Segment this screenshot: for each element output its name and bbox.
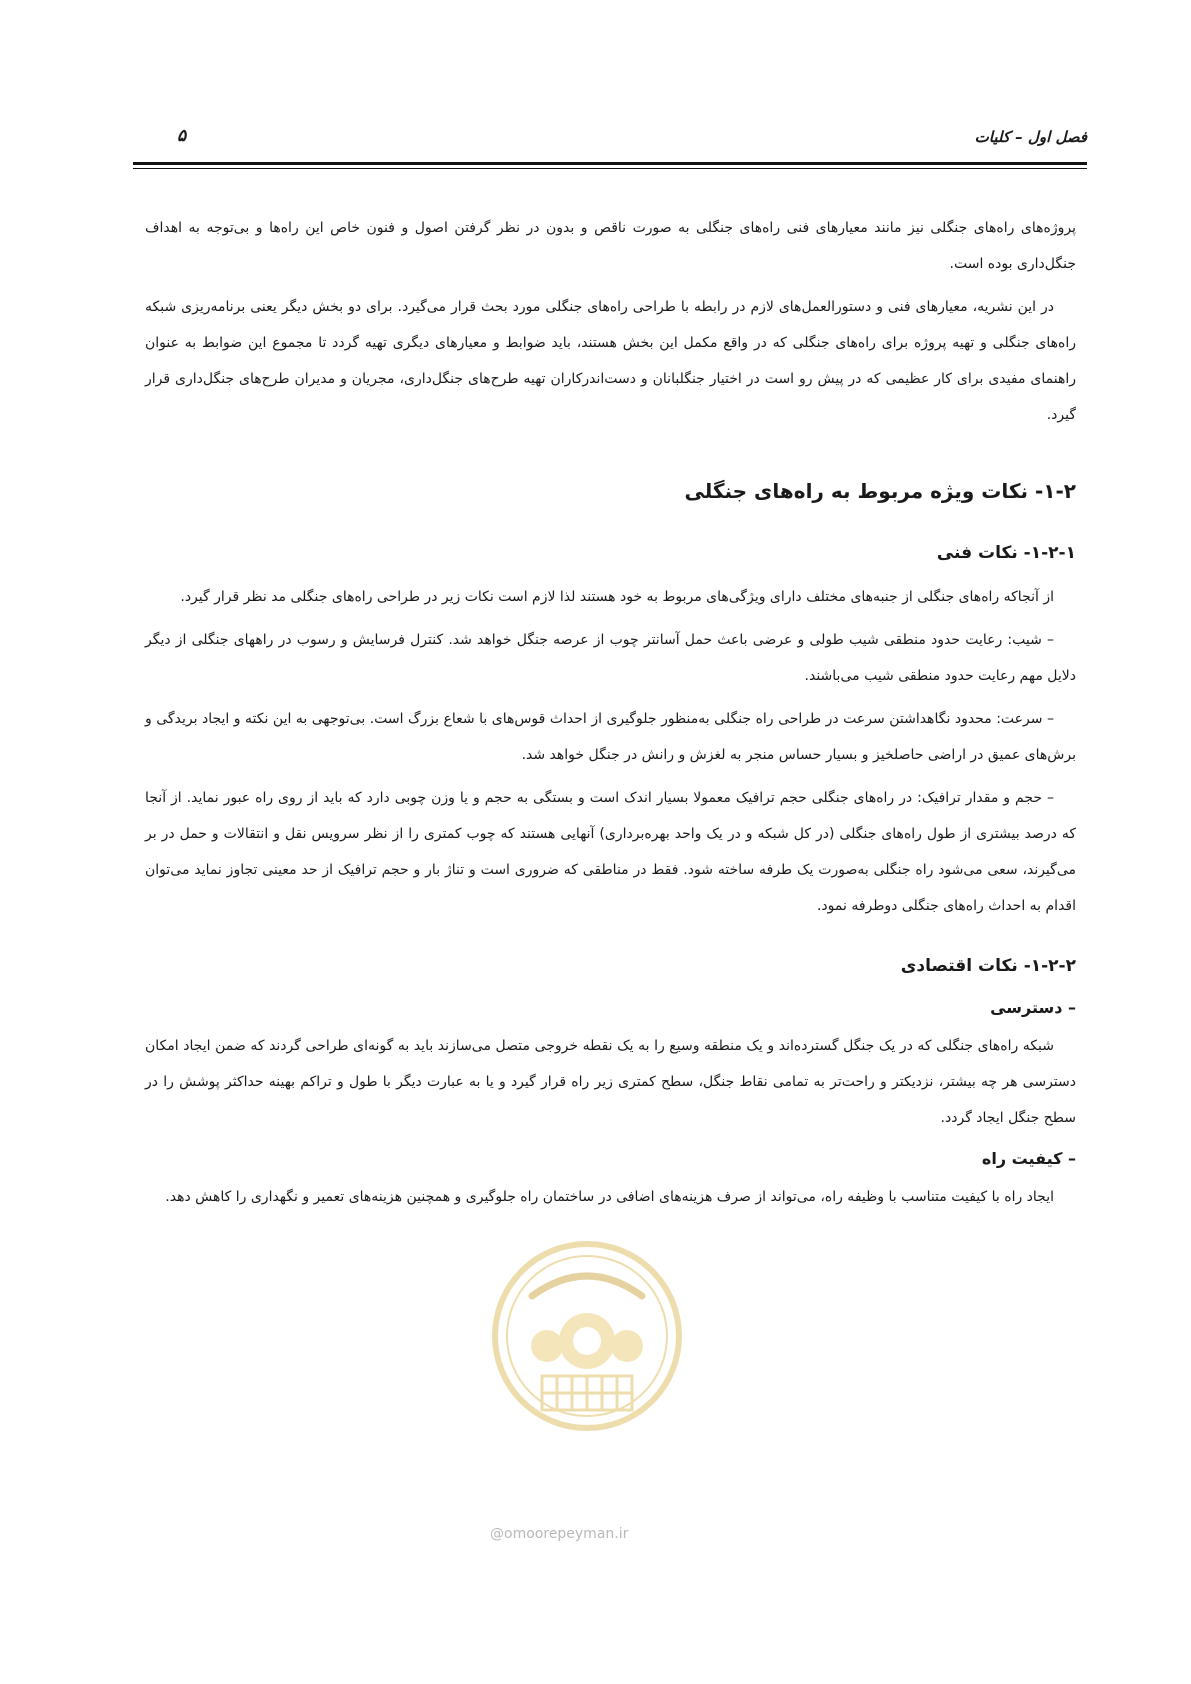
technical-paragraph-slope: – شیب: رعایت حدود منطقی شیب طولی و عرضی باعث حمل آسانتر چوب از عرصه جنگل خواهد شد. کنترل فرسایش و رسوب در راههای جنگلی از دیگر دلایل مهم رعایت حدود منطقی شیب می‌باشند. xyxy=(145,632,1076,684)
technical-paragraph-traffic: – حجم و مقدار ترافیک: در راه‌های جنگلی حجم ترافیک معمولا بسیار اندک است و بستگی به حجم و یا وزن چوبی دارد که باید از روی راه عبور نماید. از آنجا که درصد بیشتری از طول راه‌های جنگلی (در کل شبکه و در یک واحد بهره‌برداری) آنهایی هستند که چوب کمتری را از نظر سرویس نقل و انتقالات و حمل در بر می‌گیرند، سعی می‌شود راه جنگلی به‌صورت یک طرفه ساخته شود. فقط در مناطقی که ضروری است و تناژ بار و حجم ترافیک از حد معینی تجاوز نماید می‌توان اقدام به احداث راه‌های جنگلی دوطرفه نمود. xyxy=(145,790,1076,914)
economic-paragraph-access: شبکه راه‌های جنگلی که در یک جنگل گسترده‌اند و یک منطقه وسیع را به یک نقطه خروجی متصل می‌سازند باید به گونه‌ای طراحی گردند که ضمن ایجاد امکان دسترسی هر چه بیشتر، نزدیکتر و راحت‌تر به تمامی نقاط جنگل، سطح کمتری زیر راه قرار گیرد و یا به عبارت دیگر با طول و تراکم بهینه حداکثر پوشش را در سطح جنگل ایجاد گردد. xyxy=(145,1038,1076,1126)
header-rule-thick xyxy=(133,162,1087,165)
subheading-access: – دسترسی xyxy=(990,998,1076,1017)
technical-paragraph-speed: – سرعت: محدود نگاهداشتن سرعت در طراحی راه جنگلی به‌منظور جلوگیری از احداث قوس‌های با شعاع بزرگ است. بی‌توجهی به این نکته و ایجاد بریدگی و برش‌های عمیق در اراضی حاصلخیز و بسیار حساس منجر به لغزش و رانش در جنگل خواهد شد. xyxy=(145,711,1076,763)
page-body xyxy=(145,210,1076,1222)
economic-paragraph-road-quality: ایجاد راه با کیفیت متناسب با وظیفه راه، می‌تواند از صرف هزینه‌های اضافی در ساختمان راه جلوگیری و همچنین هزینه‌های تعمیر و نگهداری را کاهش دهد. xyxy=(165,1189,1054,1205)
page-number: ۵ xyxy=(177,126,187,146)
chapter-title: فصل اول – کلیات xyxy=(974,128,1087,146)
section-heading-1-2-2: ۱-۲-۲- نکات اقتصادی xyxy=(900,956,1076,976)
header-rule-thin xyxy=(133,168,1087,169)
technical-paragraph-intro: از آنجاکه راه‌های جنگلی از جنبه‌های مختلف دارای ویژگی‌های مربوط به خود هستند لذا لازم است نکات زیر در طراحی راه‌های جنگلی مد نظر قرار گیرد. xyxy=(180,589,1054,605)
subheading-road-quality: – کیفیت راه xyxy=(981,1149,1076,1168)
watermark-url: @omoorepeyman.ir xyxy=(490,1526,629,1542)
section-heading-1-2-1: ۱-۲-۱- نکات فنی xyxy=(936,543,1076,563)
watermark-seal-icon xyxy=(487,1236,687,1436)
intro-paragraph-2: در این نشریه، معیارهای فنی و دستورالعمل‌های لازم در رابطه با طراحی راه‌های جنگلی مورد بحث قرار می‌گیرد. برای دو بخش دیگر یعنی برنامه‌ریزی شبکه راه‌های جنگلی و تهیه پروژه برای راه‌های جنگلی که در واقع مکمل این بخش هستند، باید ضوابط و معیارهای دیگری تهیه گردد تا مجموع این ضوابط به عنوان راهنمای مفیدی برای کار عظیمی که در پیش رو است در اختیار جنگلبانان و دست‌اندرکاران تهیه طرح‌های جنگل‌داری، مجریان و مدیران طرح‌های جنگل‌داری قرار گیرد. xyxy=(145,299,1076,423)
intro-paragraph-1: پروژه‌های راه‌های جنگلی نیز مانند معیارهای فنی راه‌های جنگلی به صورت ناقص و بدون در نظر گرفتن اصول و فنون خاص این راه‌ها و بی‌توجه به اهداف جنگل‌داری بوده است. xyxy=(145,220,1076,272)
page-header xyxy=(133,128,1087,150)
section-heading-1-2: ۱-۲- نکات ویژه مربوط به راه‌های جنگلی xyxy=(684,479,1076,503)
